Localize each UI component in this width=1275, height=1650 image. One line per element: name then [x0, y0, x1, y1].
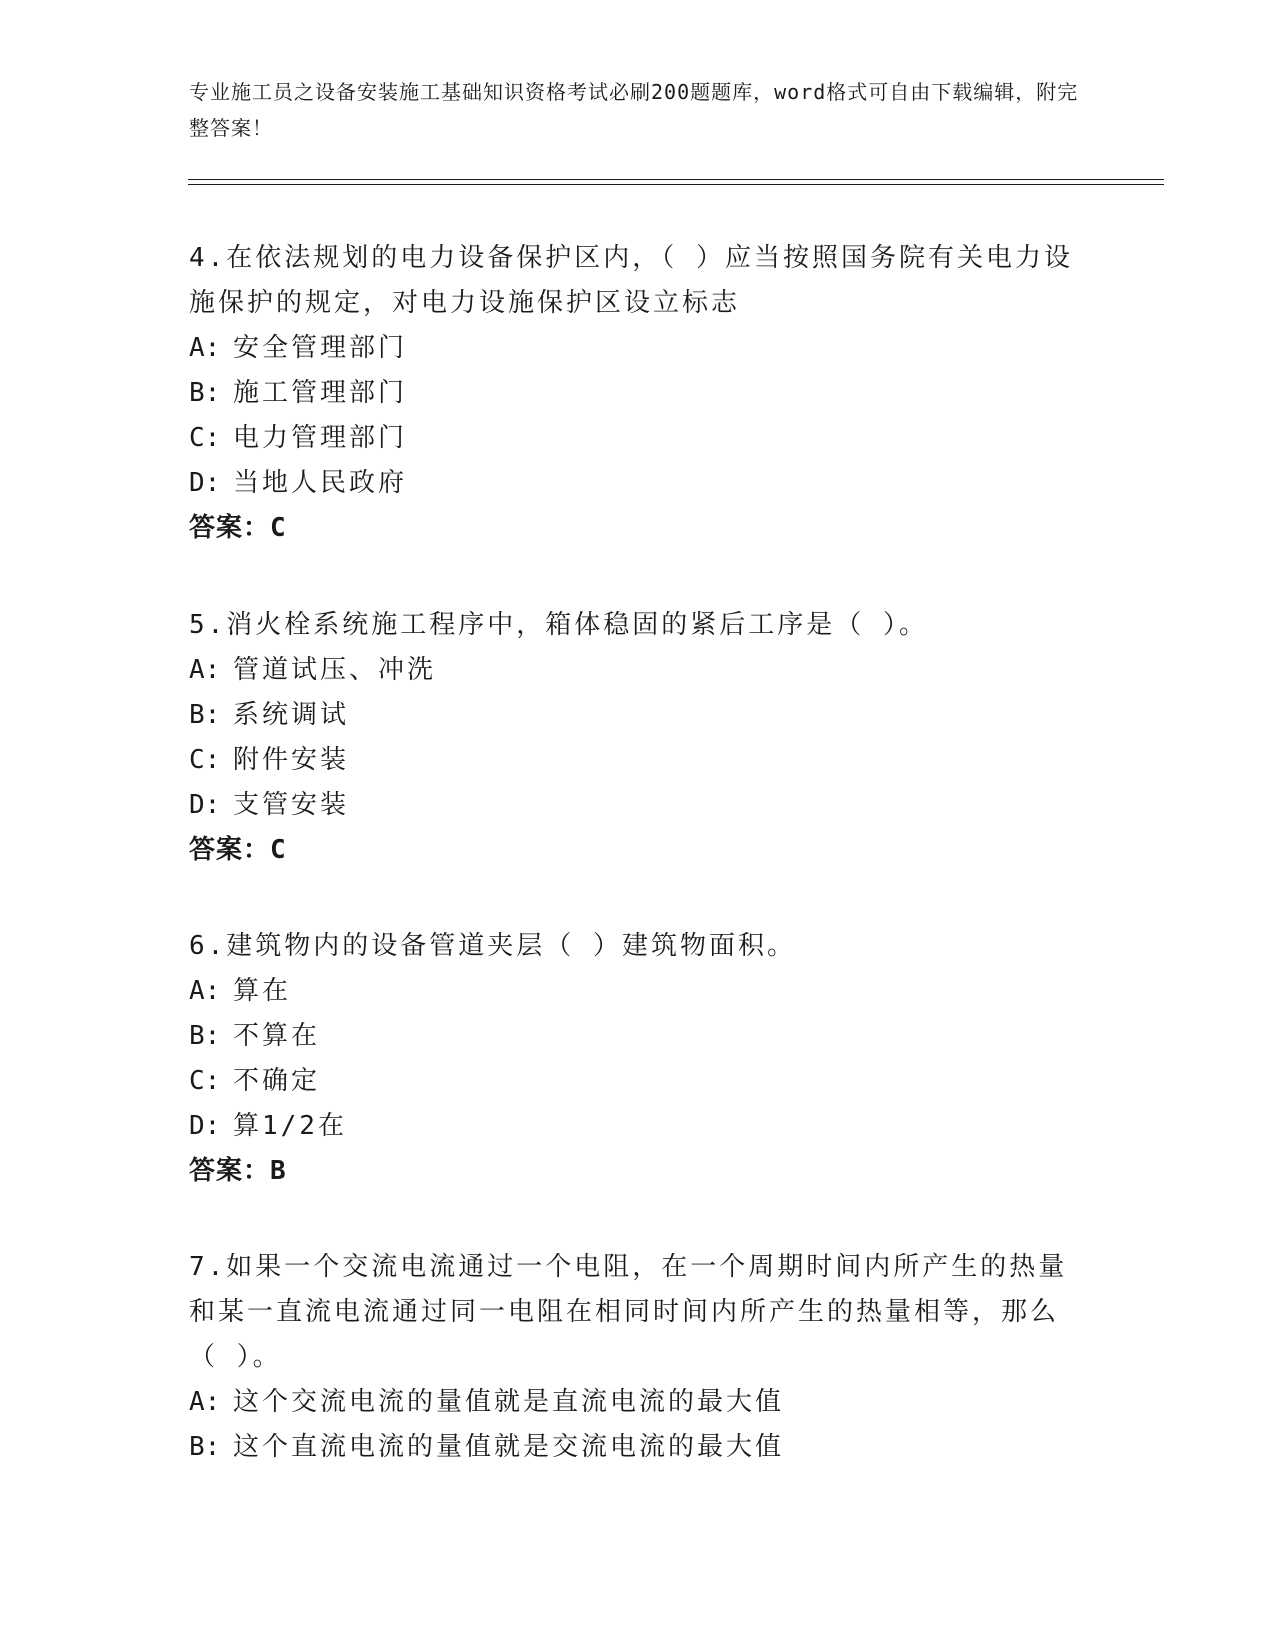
option-text: 支管安装: [233, 790, 350, 820]
option-a: [189, 969, 1079, 1014]
option-b: [189, 1425, 1079, 1470]
option-a: [189, 648, 1079, 693]
option-text: 这个交流电流的量值就是直流电流的最大值: [233, 1387, 785, 1417]
option-label: C:: [189, 1066, 221, 1096]
question-4: [189, 236, 1079, 551]
option-a: [189, 1380, 1079, 1425]
question-stem: 7.如果一个交流电流通过一个电阻，在一个周期时间内所产生的热量和某一直流电流通过同一电阻在相同时间内所产生的热量相等，那么（ ）。: [189, 1252, 1068, 1372]
option-text: 施工管理部门: [233, 378, 408, 408]
question-5: [189, 603, 1079, 873]
header-divider-bottom: [188, 184, 1164, 185]
option-label: D:: [189, 1111, 221, 1141]
option-text: 算在: [233, 976, 292, 1006]
option-label: A:: [189, 333, 221, 363]
question-stem: 4.在依法规划的电力设备保护区内，（ ）应当按照国务院有关电力设施保护的规定，对电力设施保护区设立标志: [189, 243, 1073, 318]
header-divider-top: [188, 179, 1164, 180]
option-c: [189, 738, 1079, 783]
question-stem: 5.消火栓系统施工程序中，箱体稳固的紧后工序是（ ）。: [189, 610, 928, 640]
option-label: A:: [189, 976, 221, 1006]
option-label: C:: [189, 423, 221, 453]
option-label: A:: [189, 1387, 221, 1417]
option-c: [189, 416, 1079, 461]
question-7: [189, 1245, 1079, 1470]
option-label: B:: [189, 1021, 221, 1051]
question-stem: 6.建筑物内的设备管道夹层（ ）建筑物面积。: [189, 931, 796, 961]
option-b: [189, 693, 1079, 738]
option-d: [189, 1104, 1079, 1149]
answer: 答案：C: [189, 513, 287, 543]
question-6: [189, 924, 1079, 1194]
option-text: 算1/2在: [233, 1111, 347, 1141]
option-text: 系统调试: [233, 700, 350, 730]
option-c: [189, 1059, 1079, 1104]
option-text: 这个直流电流的量值就是交流电流的最大值: [233, 1432, 785, 1462]
option-label: B:: [189, 378, 221, 408]
option-b: [189, 371, 1079, 416]
option-label: A:: [189, 655, 221, 685]
document-header: 专业施工员之设备安装施工基础知识资格考试必刷200题题库，word格式可自由下载编辑，附完整答案！: [189, 80, 1079, 140]
option-text: 附件安装: [233, 745, 350, 775]
option-label: C:: [189, 745, 221, 775]
option-text: 电力管理部门: [233, 423, 408, 453]
option-label: D:: [189, 790, 221, 820]
option-b: [189, 1014, 1079, 1059]
option-label: B:: [189, 1432, 221, 1462]
option-text: 当地人民政府: [233, 468, 408, 498]
option-text: 不确定: [233, 1066, 321, 1096]
option-d: [189, 783, 1079, 828]
option-d: [189, 461, 1079, 506]
option-a: [189, 326, 1079, 371]
option-text: 安全管理部门: [233, 333, 408, 363]
answer: 答案：C: [189, 835, 287, 865]
option-text: 不算在: [233, 1021, 321, 1051]
option-label: D:: [189, 468, 221, 498]
option-text: 管道试压、冲洗: [233, 655, 437, 685]
answer: 答案：B: [189, 1156, 287, 1186]
option-label: B:: [189, 700, 221, 730]
